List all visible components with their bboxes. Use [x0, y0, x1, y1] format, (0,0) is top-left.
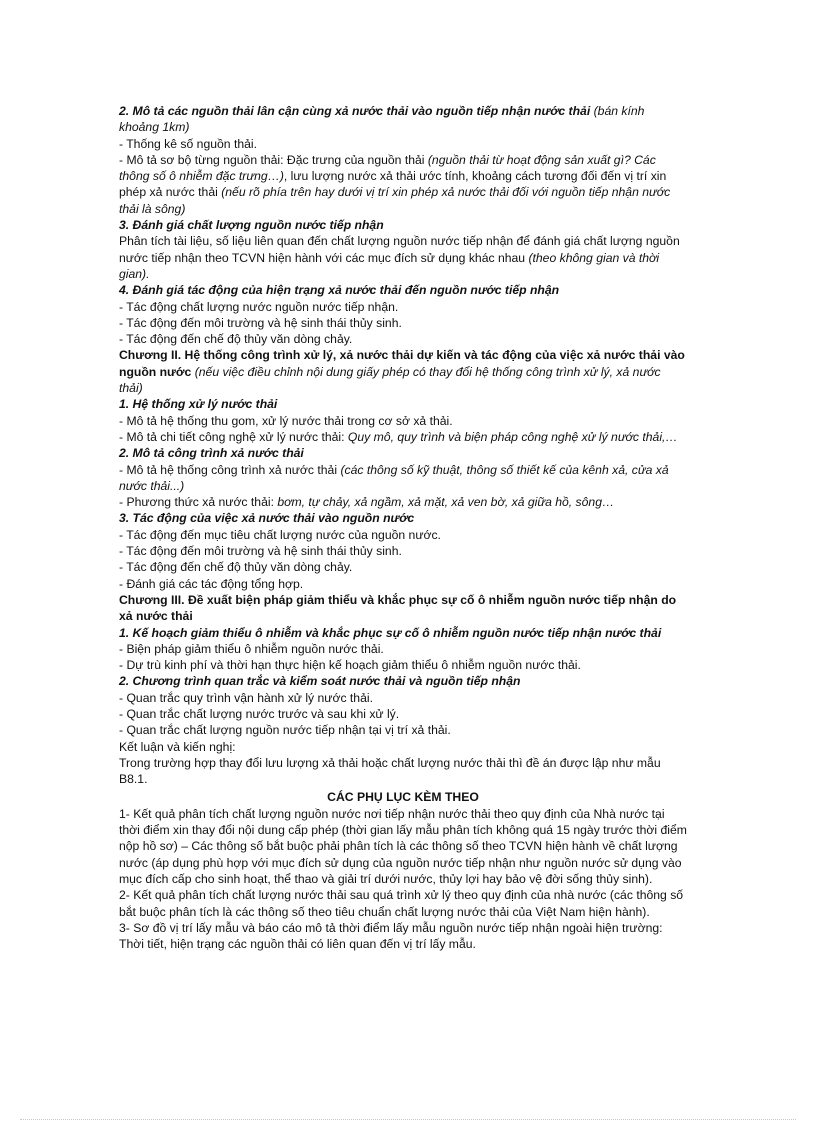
section-2-bullet-2-d: (nếu rõ phía trên hay dưới vị trí xin phép xả nước thải đối với nguồn tiếp nhận nước thải là sông) [119, 185, 671, 216]
chapter-2 [119, 347, 687, 396]
ch2-section-1-bullet-2-b: Quy mô, quy trình và biện pháp công nghệ xử lý nước thải,… [347, 429, 678, 444]
section-4-bullet-1: - Tác động chất lượng nước nguồn nước tiếp nhận. [119, 299, 399, 314]
ch2-section-2-bullet-2 [119, 494, 687, 510]
section-4-bullet-3: - Tác động đến chế độ thủy văn dòng chảy. [119, 332, 353, 347]
chapter-2-note: (nếu việc điều chỉnh nội dung giấy phép có thay đổi hệ thống công trình xử lý, xả nước thải) [119, 364, 661, 396]
section-2-bullet-2-a: - Mô tả sơ bộ từng nguồn thải: Đặc trưng của nguồn thải [119, 152, 425, 167]
ch3-section-1-bullet-1: - Biện pháp giảm thiểu ô nhiễm nguồn nước thải. [119, 641, 384, 656]
section-2-bullet-2-b: (nguồn thải từ hoạt động sản xuất gì? Các thông số ô nhiễm đặc trưng…) [119, 152, 656, 184]
ch3-section-1-heading: 1. Kế hoạch giảm thiểu ô nhiễm và khắc phục sự cố ô nhiễm nguồn nước tiếp nhận nước thải [119, 625, 662, 640]
section-2-heading-note: (bán kính khoảng 1km) [119, 104, 645, 135]
ch2-section-3-bullet-1: - Tác động đến mục tiêu chất lượng nước của nguồn nước. [119, 527, 441, 542]
section-4-bullet-2: - Tác động đến môi trường và hệ sinh thái thủy sinh. [119, 315, 402, 330]
ch2-section-3-heading: 3. Tác động của việc xả nước thải vào nguồn nước [119, 511, 415, 526]
section-3-text [119, 233, 687, 282]
ch2-section-1-bullet-1: - Mô tả hệ thống thu gom, xử lý nước thải trong cơ sở xả thải. [119, 413, 453, 428]
section-3-body: Phân tích tài liệu, số liệu liên quan đến chất lượng nguồn nước tiếp nhận để đánh giá chất lượng nguồn nước tiếp nhận theo TCVN hiện hành với các mục đích sử dụng khác nhau [119, 234, 680, 265]
section-2 [119, 103, 687, 136]
ch2-section-1-bullet-2-a: - Mô tả chi tiết công nghệ xử lý nước thải: [119, 429, 345, 444]
ch2-section-2-heading: 2. Mô tả công trình xả nước thải [119, 446, 304, 461]
ch2-section-1-bullet-2 [119, 429, 687, 445]
ch2-section-3-bullet-4: - Đánh giá các tác động tổng hợp. [119, 576, 304, 591]
section-2-heading: 2. Mô tả các nguồn thải lân cận cùng xả nước thải vào nguồn tiếp nhận nước thải [119, 104, 591, 118]
ch2-section-3-bullet-2: - Tác động đến môi trường và hệ sinh thái thủy sinh. [119, 544, 402, 559]
ch2-section-2-bullet-1-b: (các thông số kỹ thuật, thông số thiết kế của kênh xả, cửa xả nước thải...) [119, 462, 669, 493]
ch3-section-2-bullet-3: - Quan trắc chất lượng nguồn nước tiếp nhận tại vị trí xả thải. [119, 723, 451, 738]
section-3-note: (theo không gian và thời gian). [119, 250, 660, 281]
ch2-section-2-bullet-1 [119, 462, 687, 495]
chapter-2-title: Chương II. Hệ thống công trình xử lý, xả nước thải dự kiến và tác động của việc xả nước thải vào nguồn nước [119, 348, 685, 379]
appendix-title: CÁC PHỤ LỤC KÈM THEO [327, 790, 479, 805]
ch2-section-1-heading: 1. Hệ thống xử lý nước thải [119, 397, 278, 412]
ch3-section-1-bullet-2: - Dự trù kinh phí và thời hạn thực hiện kế hoạch giảm thiểu ô nhiễm nguồn nước thải. [119, 658, 581, 673]
ch2-section-2-bullet-1-a: - Mô tả hệ thống công trình xả nước thải [119, 462, 338, 477]
page-bottom-divider [20, 1119, 796, 1120]
conclusion-label: Kết luận và kiến nghị: [119, 739, 236, 754]
section-3-heading: 3. Đánh giá chất lượng nguồn nước tiếp nhận [119, 218, 384, 233]
section-4-heading: 4. Đánh giá tác động của hiện trạng xả nước thải đến nguồn nước tiếp nhận [119, 283, 560, 298]
document-page [119, 103, 687, 952]
appendix-item-2: 2- Kết quả phân tích chất lượng nước thải sau quá trình xử lý theo quy định của nhà nước (các thông số bắt buộc phân tích là các thông số theo tiêu chuẩn chất lượng nước thải của Việt Nam hiện hành). [119, 888, 684, 919]
ch3-section-2-bullet-2: - Quan trắc chất lượng nước trước và sau khi xử lý. [119, 706, 400, 721]
ch3-section-2-bullet-1: - Quan trắc quy trình vận hành xử lý nước thải. [119, 690, 373, 705]
ch2-section-3-bullet-3: - Tác động đến chế độ thủy văn dòng chảy. [119, 560, 353, 575]
appendix-item-3: 3- Sơ đồ vị trí lấy mẫu và báo cáo mô tả thời điểm lấy mẫu nguồn nước tiếp nhận ngoài hiện trường: Thời tiết, hiện trạng các nguồn thải có liên quan đến vị trí lấy mẫu. [119, 920, 663, 952]
ch2-section-2-bullet-2-b: bơm, tự chảy, xả ngầm, xả mặt, xả ven bờ, xả giữa hồ, sông… [277, 495, 615, 510]
section-2-bullet-2-c: , lưu lượng nước xả thải ước tính, khoảng cách tương đối đến vị trí xin phép xả nước thải [119, 169, 667, 200]
conclusion-text: Trong trường hợp thay đổi lưu lượng xả thải hoặc chất lượng nước thải thì đề án được lập như mẫu B8.1. [119, 755, 661, 787]
ch2-section-2-bullet-2-a: - Phương thức xả nước thải: [119, 495, 274, 510]
ch3-section-2-heading: 2. Chương trình quan trắc và kiểm soát nước thải và nguồn tiếp nhận [119, 674, 521, 689]
section-2-bullet-1: - Thống kê số nguồn thải. [119, 136, 257, 151]
appendix-item-1: 1- Kết quả phân tích chất lượng nguồn nước nơi tiếp nhận nước thải theo quy định của Nhà nước tại thời điểm xin thay đổi nội dung cấp phép (thời gian lấy mẫu phân tích không quá 15 ngày trước thời điểm nộp hồ sơ) – Các thông số bắt buộc phải phân tích là các thông số theo TCVN hiện hành về chất lượng nước (áp dụng phù hợp với mục đích sử dụng của nguồn nước tiếp nhận như nguồn nước sử dụng vào mục đích cấp cho sinh hoạt, thể thao và giải trí dưới nước, thủy lợi hay bảo vệ đời sống thủy sinh). [119, 806, 687, 886]
section-2-bullet-2 [119, 152, 687, 217]
chapter-3-title: Chương III. Đề xuất biện pháp giảm thiểu và khắc phục sự cố ô nhiễm nguồn nước tiếp nhận do xả nước thải [119, 592, 677, 624]
